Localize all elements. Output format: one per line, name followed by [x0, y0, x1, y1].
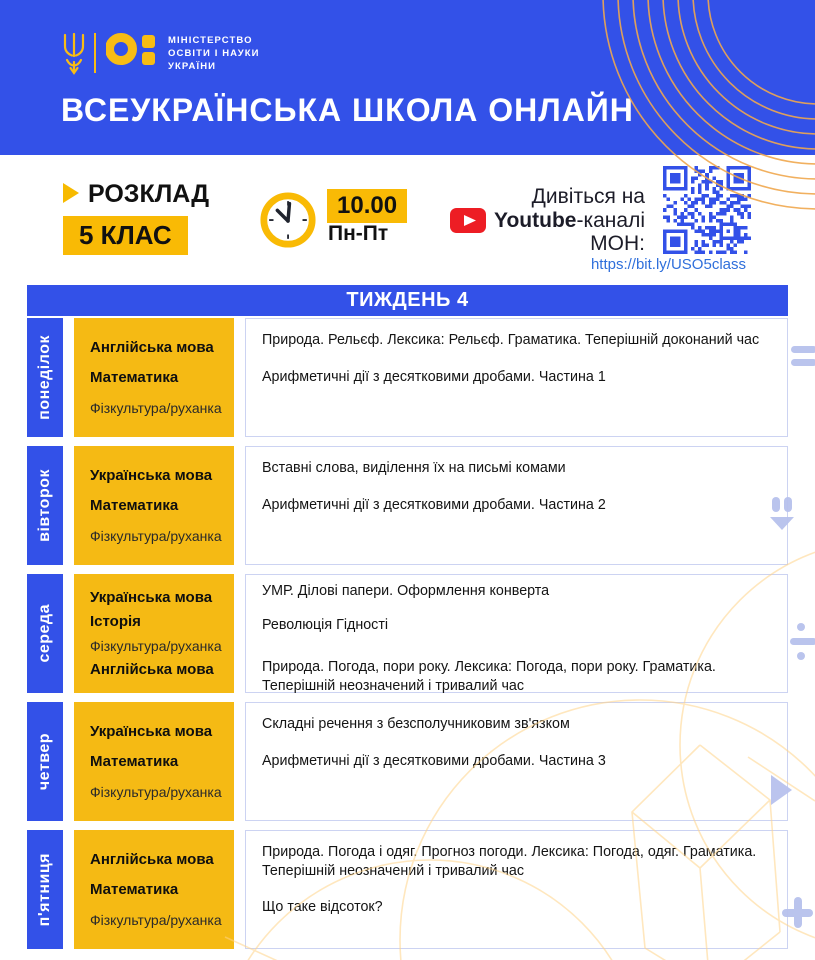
topic: Арифметичні дії з десятковими дробами. Частина 2	[262, 496, 606, 513]
subject: Математика	[90, 753, 179, 771]
day-label: четвер	[27, 702, 63, 821]
topic: Арифметичні дії з десятковими дробами. Частина 1	[262, 368, 606, 385]
day-label: вівторок	[27, 446, 63, 565]
week-title-bar	[27, 285, 788, 316]
subject: Англійська мова	[90, 339, 214, 357]
youtube-channel-text: Youtube-каналі	[494, 208, 645, 232]
subject-box	[74, 702, 234, 821]
table-row-thursday	[27, 702, 788, 821]
table-row-monday	[27, 318, 788, 437]
topic: Природа. Погода і одяг. Прогноз погоди. Лексика: Погода, одяг. Граматика. Теперішній неозначений і тривалий час	[262, 844, 757, 879]
subject: Українська мова	[90, 467, 213, 485]
schedule-table	[27, 318, 788, 949]
subject-box	[74, 318, 234, 437]
topic: Складні речення з безсполучниковим зв'язком	[262, 716, 570, 732]
brand-divider	[94, 33, 96, 73]
topic: Природа. Погода, пори року. Лексика: Погода, пори року. Граматика. Теперішній неозначений і тривалий час	[262, 659, 716, 695]
mon-text: МОН:	[590, 232, 645, 255]
topic: УМР. Ділові папери. Оформлення конверта	[262, 583, 550, 599]
subject: Математика	[90, 369, 179, 387]
topic-box	[245, 702, 788, 821]
page-title: ВСЕУКРАЇНСЬКА ШКОЛА ОНЛАЙН	[61, 92, 634, 128]
subject: Фізкультура/руханка	[90, 783, 222, 800]
ministry-line: МІНІСТЕРСТВО	[168, 35, 253, 46]
day-label: понеділок	[27, 318, 63, 437]
subject: Українська мова	[90, 589, 213, 607]
week-title: ТИЖДЕНЬ 4	[346, 289, 469, 311]
table-row-friday	[27, 830, 788, 949]
subject: Фізкультура/руханка	[90, 637, 222, 654]
topic-box	[245, 574, 788, 693]
topic: Що таке відсоток?	[262, 899, 383, 916]
day-label: середа	[27, 574, 63, 693]
schedule-link[interactable]: https://bit.ly/USO5class	[590, 256, 746, 273]
youtube-callout	[450, 186, 645, 255]
table-row-wednesday	[27, 574, 788, 693]
subject: Математика	[90, 881, 179, 899]
equals-icon	[791, 346, 815, 366]
subject-box	[74, 574, 234, 693]
time-badge: 10.00	[327, 189, 407, 223]
subject: Фізкультура/руханка	[90, 399, 222, 416]
subject: Англійська мова	[90, 660, 214, 678]
trident-icon	[61, 33, 87, 75]
clock-icon	[259, 191, 317, 249]
subject: Історія	[90, 613, 141, 631]
ministry-line: ОСВІТИ І НАУКИ	[168, 48, 260, 59]
weekdays-range: Пн-Пт	[328, 222, 389, 245]
qr-code	[663, 166, 751, 254]
watch-on-text: Дивіться на	[531, 185, 645, 208]
table-row-tuesday	[27, 446, 788, 565]
topic: Вставні слова, виділення їх на письмі комами	[262, 460, 566, 476]
ministry-name	[168, 34, 260, 73]
subject: Англійська мова	[90, 851, 214, 869]
header	[0, 0, 815, 155]
divide-icon	[790, 623, 815, 660]
mon-logo-icon	[106, 33, 158, 65]
topic-box	[245, 446, 788, 565]
youtube-icon	[450, 208, 486, 233]
subject-box	[74, 446, 234, 565]
subject: Математика	[90, 497, 179, 515]
subject: Фізкультура/руханка	[90, 911, 222, 928]
topic-box	[245, 830, 788, 949]
ministry-line: УКРАЇНИ	[168, 61, 217, 72]
class-badge: 5 КЛАС	[63, 216, 188, 255]
arrow-right-icon	[63, 183, 79, 203]
topic: Революція Гідності	[262, 616, 389, 633]
subject-box	[74, 830, 234, 949]
subject: Українська мова	[90, 723, 213, 741]
schedule-label: РОЗКЛАД	[88, 180, 210, 208]
topic: Природа. Рельєф. Лексика: Рельєф. Граматика. Теперішній доконаний час	[262, 332, 760, 348]
topic-box	[245, 318, 788, 437]
day-label: п'ятниця	[27, 830, 63, 949]
subject: Фізкультура/руханка	[90, 527, 222, 544]
topic: Арифметичні дії з десятковими дробами. Частина 3	[262, 752, 606, 769]
